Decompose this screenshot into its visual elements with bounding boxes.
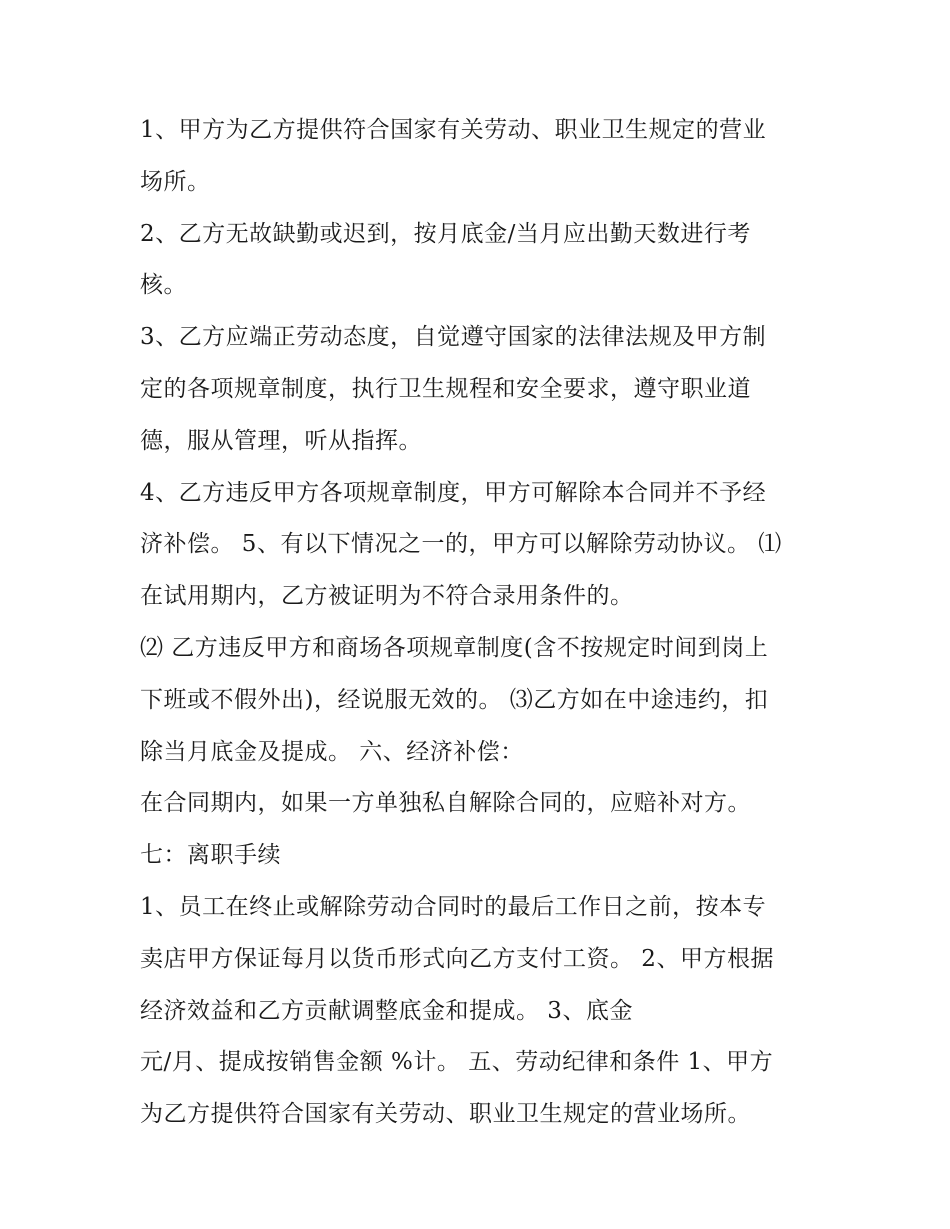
- text-line: 2、乙方无故缺勤或迟到，按月底金/当月应出勤天数进行考: [140, 220, 751, 247]
- text-line: 为乙方提供符合国家有关劳动、职业卫生规定的营业场所。: [140, 1101, 751, 1128]
- text-line: 卖店甲方保证每月以货币形式向乙方支付工资。 2、甲方根据: [140, 945, 774, 972]
- text-line: ⑵ 乙方违反甲方和商场各项规章制度(含不按规定时间到岗上: [140, 634, 769, 661]
- text-line: 下班或不假外出)，经说服无效的。 ⑶乙方如在中途违约，扣: [140, 686, 769, 713]
- text-line: 在合同期内，如果一方单独私自解除合同的，应赔补对方。: [140, 790, 751, 817]
- text-line: 3、乙方应端正劳动态度，自觉遵守国家的法律法规及甲方制: [140, 324, 767, 351]
- text-line: 定的各项规章制度，执行卫生规程和安全要求，遵守职业道: [140, 375, 751, 402]
- text-line: 除当月底金及提成。 六、经济补偿：: [140, 738, 524, 765]
- text-line: 德，服从管理，听从指挥。: [140, 427, 422, 454]
- text-line: 经济效益和乙方贡献调整底金和提成。 3、底金: [140, 997, 633, 1024]
- text-line: 场所。: [140, 168, 211, 195]
- text-line: 元/月、提成按销售金额 %计。 五、劳动纪律和条件 1、甲方: [140, 1049, 774, 1076]
- text-line: 济补偿。 5、有以下情况之一的，甲方可以解除劳动协议。 ⑴: [140, 531, 782, 558]
- contract-body-text: [140, 110, 820, 1146]
- text-line: 七：离职手续: [140, 842, 281, 869]
- text-line: 在试用期内，乙方被证明为不符合录用条件的。: [140, 583, 634, 610]
- text-line: 1、员工在终止或解除劳动合同时的最后工作日之前，按本专: [140, 893, 767, 920]
- text-line: 核。: [140, 272, 187, 299]
- text-line: 1、甲方为乙方提供符合国家有关劳动、职业卫生规定的营业: [140, 117, 767, 143]
- text-line: 4、乙方违反甲方各项规章制度，甲方可解除本合同并不予经: [140, 479, 767, 506]
